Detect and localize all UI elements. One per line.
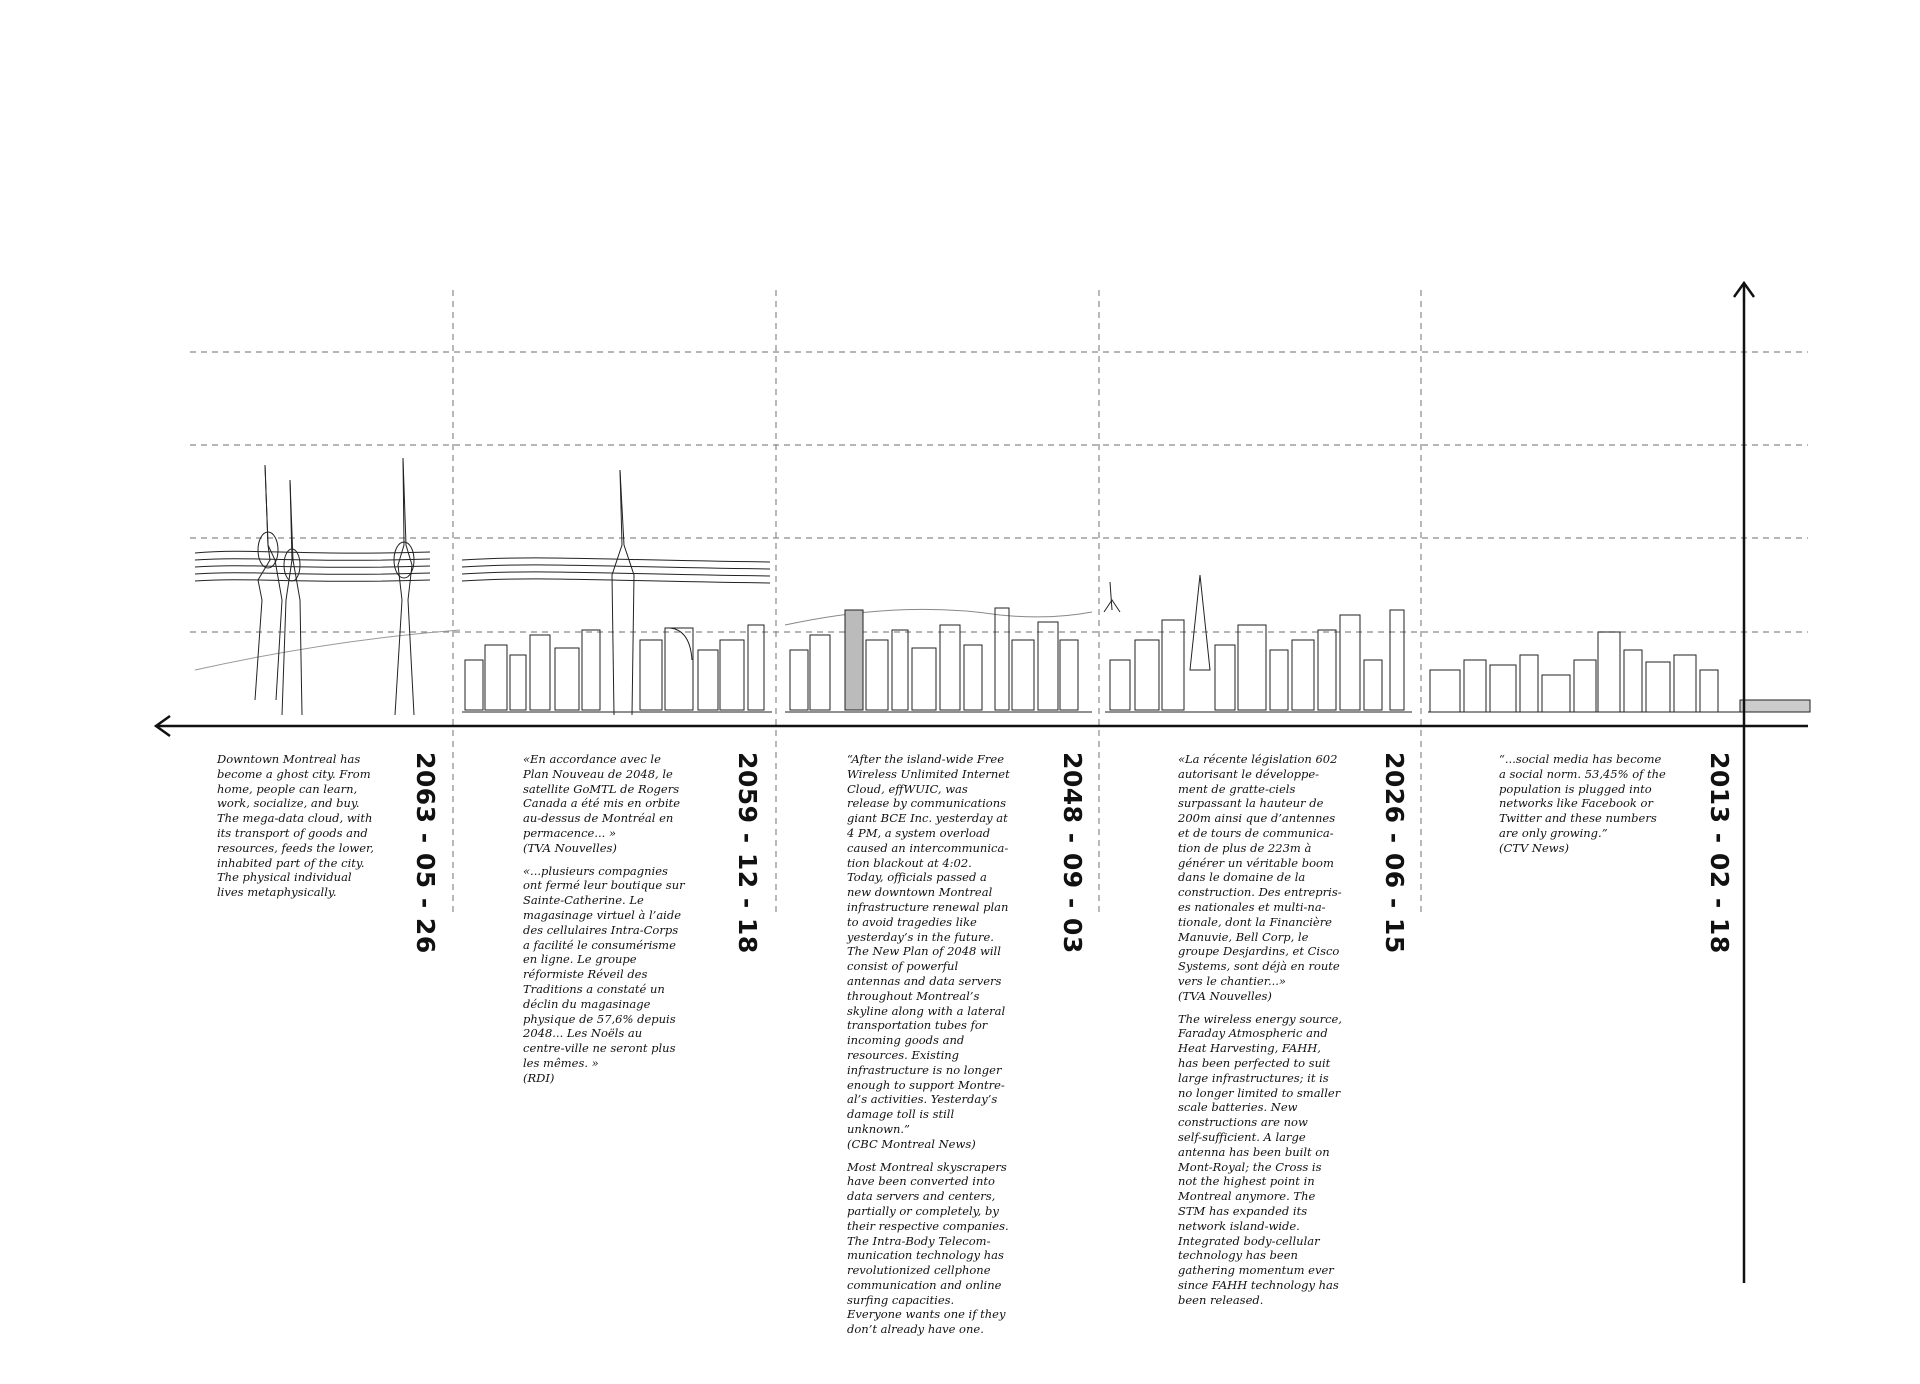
date-label-2059: 2059 - 12 - 18 — [733, 752, 762, 954]
date-label-2063: 2063 - 05 - 26 — [411, 752, 440, 954]
date-label-2013: 2013 - 02 - 18 — [1705, 752, 1734, 954]
panel-2048-text — [847, 752, 1023, 1345]
panel-2059-text — [523, 752, 699, 1094]
paragraph: «...plusieurs compagnies ont fermé leur boutique sur Sainte-Catherine. Le magasinage virtuel à l’aide des cellulaires Intra-Corps a facilité le consumérisme en ligne. Le groupe réformiste Réveil des Traditions a constaté un déclin du magasinage physique de 57,6% depuis 2048... Les Noëls au centre-ville ne seront plus les mêmes. » (RDI) — [523, 863, 685, 1085]
panel-2048-illustration — [785, 608, 1092, 712]
date-label-2048: 2048 - 09 - 03 — [1058, 752, 1087, 954]
panel-2013-text — [1499, 752, 1675, 864]
paragraph: “...social media has become a social norm. 53,45% of the population is plugged into networks like Facebook or Twitter and these numbers are only growing.” (CTV News) — [1499, 752, 1666, 855]
panel-2063-text — [217, 752, 393, 908]
panel-2026-illustration — [1104, 575, 1412, 712]
paragraph: Downtown Montreal has become a ghost city. From home, people can learn, work, socialize, and buy. The mega-data cloud, with its transport of goods and resources, feeds the lower, inhabited part of the city. The physical individual lives metaphysically. — [217, 752, 374, 900]
paragraph: «La récente législation 602 autorisant le développe- ment de gratte-ciels surpassant la hauteur de 200m ainsi que d’antennes et de tours de communica- tion de plus de 223m à générer un véritable boom dans le domaine de la construction. Des entrepris- es nationales et multi-na- tionale, dont la Financière Manuvie, Bell Corp, le groupe Desjardins, et Cisco Systems, sont déjà en route vers le chantier...» (TVA Nouvelles) — [1178, 752, 1342, 1003]
paragraph: “After the island-wide Free Wireless Unlimited Internet Cloud, effWUIC, was release by communications giant BCE Inc. yesterday at 4 PM, a system overload caused an intercommunica- tion blackout at 4:02. Today, officials passed a new downtown Montreal infrastructure renewal plan to avoid tragedies like yesterday’s in the future. The New Plan of 2048 will consist of powerful antennas and data servers throughout Montreal’s skyline along with a lateral transportation tubes for incoming goods and resources. Existing infrastructure is no longer enough to support Montre- al’s activities. Yesterday’s damage toll is still unknown.” (CBC Montreal News) — [847, 752, 1010, 1151]
date-label-2026: 2026 - 06 - 15 — [1380, 752, 1409, 954]
horizontal-gridlines — [190, 352, 1808, 632]
paragraph: «En accordance avec le Plan Nouveau de 2048, le satellite GoMTL de Rogers Canada a été mis en orbite au-dessus de Montréal en permacence... » (TVA Nouvelles) — [523, 752, 681, 855]
time-axis — [156, 716, 1808, 736]
vertical-axis — [1734, 283, 1754, 1283]
panel-2059-illustration — [462, 470, 772, 715]
paragraph: The wireless energy source, Faraday Atmospheric and Heat Harvesting, FAHH, has been perfected to suit large infrastructures; it is no longer limited to smaller scale batteries. New constructions are now self-sufficient. A large antenna has been built on Mont-Royal; the Cross is not the highest point in Montreal anymore. The STM has expanded its network island-wide. Integrated body-cellular technology has been gathering momentum ever since FAHH technology has been released. — [1178, 1011, 1342, 1307]
paragraph: Most Montreal skyscrapers have been converted into data servers and centers, partially or completely, by their respective companies. The Intra-Body Telecom- munication technology has revolutionized cellphone communication and online surfing capacities. Everyone wants one if they don’t already have one. — [847, 1159, 1009, 1337]
panel-2026-text — [1178, 752, 1354, 1315]
panel-2013-illustration — [1428, 632, 1810, 712]
panel-2063-illustration — [195, 458, 460, 715]
